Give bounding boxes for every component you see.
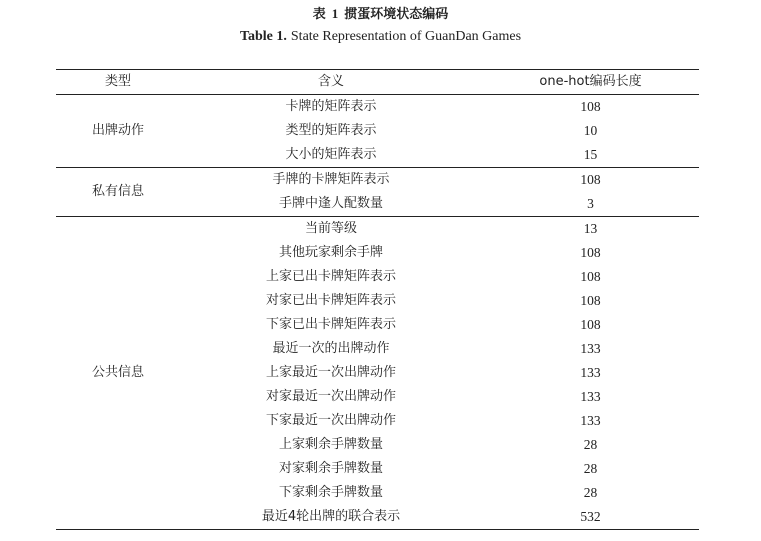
- table-caption-chinese: [0, 5, 761, 24]
- header-encoding-length: one-hot编码长度: [539, 74, 642, 89]
- state-encoding-table: [56, 69, 699, 530]
- row-meaning: 最近一次的出牌动作: [272, 341, 390, 356]
- row-length: 28: [583, 461, 598, 476]
- caption-title-english: State Representation of GuanDan Games: [290, 29, 522, 44]
- table-caption-english: [0, 28, 761, 46]
- row-meaning: 其他玩家剩余手牌: [278, 245, 383, 260]
- row-length: 532: [580, 509, 601, 524]
- caption-title-chinese: 掼蛋环境状态编码: [344, 7, 449, 22]
- table-header: [56, 70, 699, 95]
- row-length: 13: [583, 221, 598, 236]
- row-length: 108: [580, 172, 601, 187]
- row-meaning: 下家已出卡牌矩阵表示: [265, 317, 396, 332]
- table-row: [56, 95, 699, 120]
- caption-number: 1: [331, 6, 339, 21]
- header-type: 类型: [104, 74, 131, 89]
- row-meaning: 下家剩余手牌数量: [278, 485, 383, 500]
- row-meaning: 上家剩余手牌数量: [278, 437, 383, 452]
- row-length: 108: [580, 293, 601, 308]
- row-meaning: 对家剩余手牌数量: [278, 461, 383, 476]
- row-length: 133: [580, 341, 601, 356]
- row-meaning: 手牌中逢人配数量: [278, 196, 383, 211]
- group-play-action: [56, 95, 699, 168]
- group-public-info: [56, 217, 699, 530]
- table-row: [56, 217, 699, 242]
- group-label: 私有信息: [91, 184, 144, 199]
- header-row: [56, 70, 699, 95]
- row-meaning: 最近4轮出牌的联合表示: [261, 509, 401, 524]
- row-length: 108: [580, 317, 601, 332]
- row-length: 3: [587, 196, 594, 211]
- table-row: [56, 168, 699, 193]
- row-meaning: 上家已出卡牌矩阵表示: [265, 269, 396, 284]
- row-length: 108: [580, 245, 601, 260]
- row-length: 108: [580, 99, 601, 114]
- row-meaning: 上家最近一次出牌动作: [265, 365, 396, 380]
- row-meaning: 卡牌的矩阵表示: [285, 99, 377, 114]
- group-private-info: [56, 168, 699, 217]
- group-label: 公共信息: [91, 365, 144, 380]
- row-length: 133: [580, 413, 601, 428]
- row-length: 133: [580, 365, 601, 380]
- row-length: 28: [583, 437, 598, 452]
- row-length: 108: [580, 269, 601, 284]
- header-meaning: 含义: [317, 74, 344, 89]
- row-meaning: 当前等级: [304, 221, 357, 236]
- row-meaning: 下家最近一次出牌动作: [265, 413, 396, 428]
- group-label: 出牌动作: [91, 123, 144, 138]
- row-meaning: 大小的矩阵表示: [285, 147, 377, 162]
- caption-prefix: 表: [312, 7, 326, 22]
- row-meaning: 类型的矩阵表示: [285, 123, 377, 138]
- row-meaning: 手牌的卡牌矩阵表示: [272, 172, 390, 187]
- row-length: 133: [580, 389, 601, 404]
- row-meaning: 对家最近一次出牌动作: [265, 389, 396, 404]
- row-length: 10: [583, 123, 598, 138]
- row-length: 15: [583, 147, 598, 162]
- caption-label-english: Table 1.: [239, 29, 287, 44]
- row-meaning: 对家已出卡牌矩阵表示: [265, 293, 396, 308]
- row-length: 28: [583, 485, 598, 500]
